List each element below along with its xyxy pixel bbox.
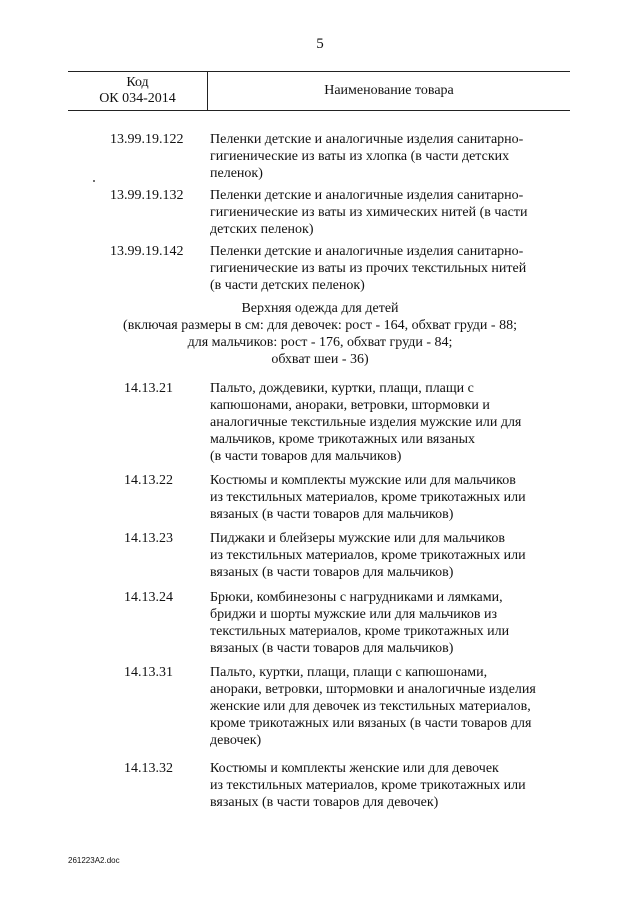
row-name-line: мальчиков, кроме трикотажных или вязаных: [210, 432, 475, 447]
row-name-line: из текстильных материалов, кроме трикотажных или: [210, 778, 526, 793]
row-name-line: Костюмы и комплекты женские или для девочек: [210, 761, 499, 776]
row-name-line: гигиенические из ваты из химических нитей (в части: [210, 205, 528, 220]
row-name-line: Пальто, куртки, плащи, плащи с капюшонами,: [210, 665, 488, 680]
section-heading-title: Верхняя одежда для детей: [241, 301, 399, 316]
section-heading-line: обхват шеи - 36): [271, 352, 369, 367]
row-code: 14.13.21: [124, 381, 173, 396]
footer-file-name: 261223A2.doc: [68, 856, 120, 865]
row-code: 14.13.31: [124, 665, 173, 680]
row-name-line: бриджи и шорты мужские или для мальчиков из: [210, 607, 498, 622]
row-name-line: кроме трикотажных или вязаных (в части товаров для: [210, 716, 532, 731]
row-name-line: детских пеленок): [210, 222, 314, 237]
row-name-line: Пеленки детские и аналогичные изделия санитарно-: [210, 132, 524, 147]
row-code: 13.99.19.142: [110, 244, 184, 259]
row-name-line: Пеленки детские и аналогичные изделия санитарно-: [210, 188, 524, 203]
row-name-line: текстильных материалов, кроме трикотажных или: [210, 624, 510, 639]
row-name: [210, 530, 570, 581]
row-name-line: вязаных (в части товаров для мальчиков): [210, 565, 454, 580]
row-code: 13.99.19.122: [110, 132, 184, 147]
header-name-column: Наименование товара: [324, 83, 454, 98]
header-code-classifier: ОК 034-2014: [99, 91, 176, 106]
row-name: [210, 760, 570, 811]
row-name-line: Пиджаки и блейзеры мужские или для мальчиков: [210, 531, 505, 546]
row-name-line: Костюмы и комплекты мужские или для мальчиков: [210, 473, 516, 488]
row-name: [210, 131, 570, 182]
row-name: [210, 243, 570, 294]
row-name-line: анораки, ветровки, штормовки и аналогичные изделия: [210, 682, 536, 697]
row-name: [210, 187, 570, 238]
row-code: 14.13.24: [124, 590, 173, 605]
row-name-line: (в части товаров для мальчиков): [210, 449, 402, 464]
row-name: [210, 589, 570, 657]
header-code-column: [68, 72, 208, 110]
row-name-line: женские или для девочек из текстильных материалов,: [210, 699, 531, 714]
row-name-line: аналогичные текстильные изделия мужские или для: [210, 415, 522, 430]
row-name-line: из текстильных материалов, кроме трикотажных или: [210, 490, 526, 505]
section-heading-line: (включая размеры в см: для девочек: рост - 164, обхват груди - 88;: [123, 318, 517, 333]
page-number: 5: [316, 36, 324, 52]
row-code: 14.13.23: [124, 531, 173, 546]
section-heading: [0, 300, 640, 368]
row-name-line: Брюки, комбинезоны с нагрудниками и лямками,: [210, 590, 503, 605]
scan-speck: [93, 180, 95, 182]
section-heading-line: для мальчиков: рост - 176, обхват груди - 84;: [187, 335, 453, 350]
row-name-line: гигиенические из ваты из прочих текстильных нитей: [210, 261, 527, 276]
row-name-line: Пеленки детские и аналогичные изделия санитарно-: [210, 244, 524, 259]
row-name-line: пеленок): [210, 166, 263, 181]
row-name-line: Пальто, дождевики, куртки, плащи, плащи с: [210, 381, 474, 396]
row-name-line: капюшонами, анораки, ветровки, штормовки и: [210, 398, 490, 413]
row-name-line: девочек): [210, 733, 262, 748]
row-name-line: вязаных (в части товаров для мальчиков): [210, 507, 454, 522]
row-name-line: гигиенические из ваты из хлопка (в части детских: [210, 149, 510, 164]
header-code-label: Код: [126, 75, 149, 90]
row-name-line: (в части детских пеленок): [210, 278, 365, 293]
row-code: 14.13.22: [124, 473, 173, 488]
row-name-line: из текстильных материалов, кроме трикотажных или: [210, 548, 526, 563]
row-name: [210, 380, 570, 465]
row-code: 14.13.32: [124, 761, 173, 776]
row-code: 13.99.19.132: [110, 188, 184, 203]
row-name-line: вязаных (в части товаров для мальчиков): [210, 641, 454, 656]
row-name: [210, 664, 570, 749]
table-header: [68, 71, 570, 111]
row-name: [210, 472, 570, 523]
row-name-line: вязаных (в части товаров для девочек): [210, 795, 439, 810]
